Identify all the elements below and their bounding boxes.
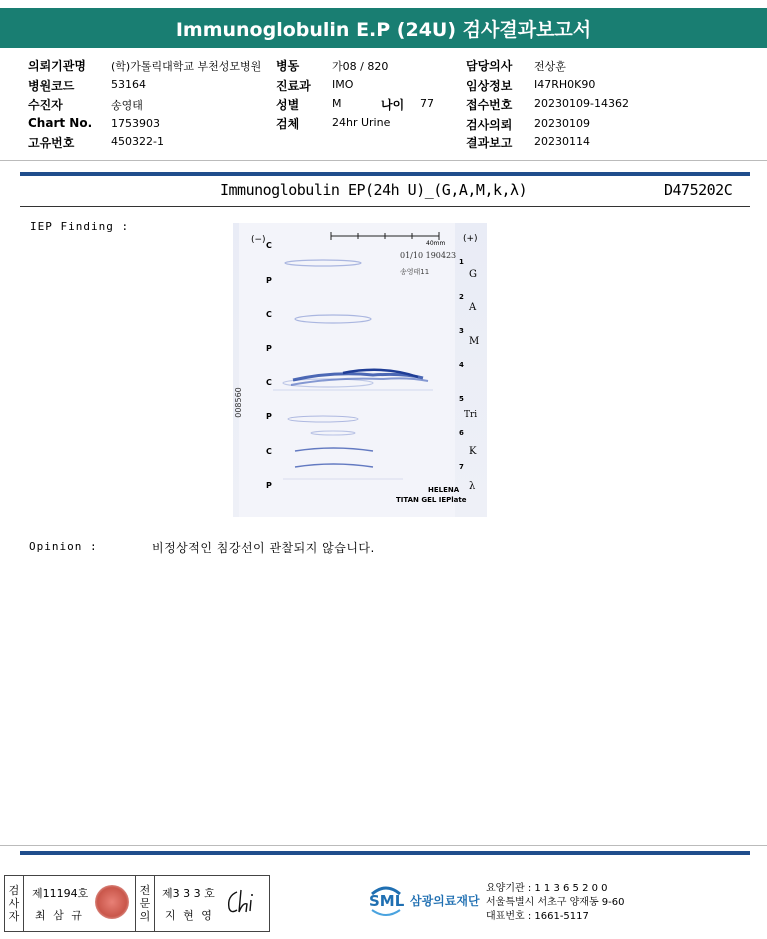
label-sex: 성별 [276, 98, 300, 112]
examiner-label-char: 사 [8, 897, 20, 910]
patient-info [0, 52, 767, 152]
gel-brand-line2: TITAN GEL IEPlate [396, 496, 467, 504]
signature-icon [223, 886, 263, 920]
gel-mark-c: C [266, 241, 272, 250]
value-hospital: (학)가톨릭대학교 부천성모병원 [111, 60, 262, 73]
opinion-label: Opinion : [29, 540, 98, 553]
test-code: D475202C [664, 181, 733, 199]
gel-num: 7 [459, 463, 464, 471]
label-hospital-code: 병원코드 [28, 79, 75, 93]
value-hospital-code: 53164 [111, 78, 146, 91]
label-receipt-no: 접수번호 [466, 98, 513, 112]
test-row-rule [20, 206, 750, 207]
gel-lane-g: G [469, 269, 477, 280]
gel-mark-c: C [266, 378, 272, 387]
gel-lane-tri: Tri [464, 410, 478, 420]
seal-stamp-icon [95, 885, 129, 919]
gel-lane-a: A [469, 302, 477, 313]
value-sex: M [332, 97, 342, 110]
gel-lane-k: K [469, 446, 477, 457]
label-specimen: 검체 [276, 117, 300, 131]
address-block [486, 882, 625, 924]
gel-mark-p: P [266, 412, 272, 421]
specialist-label-char: 의 [139, 910, 151, 923]
label-clinical-info: 임상정보 [466, 79, 513, 93]
specialist-name: 지 현 영 [165, 909, 214, 922]
value-request-date: 20230109 [534, 117, 590, 130]
gel-lane-m: M [469, 336, 480, 347]
gel-mark-p: P [266, 481, 272, 490]
value-ward: 가08 / 820 [332, 60, 389, 73]
examiner-license: 제11194호 [32, 887, 89, 900]
gel-plus-label: (+) [463, 234, 478, 244]
gel-mark-c: C [266, 447, 272, 456]
specialist-label-char: 전 [139, 884, 151, 897]
phone-number: 대표번호 : 1661-5117 [486, 911, 589, 922]
gel-minus-label: (−) [251, 235, 266, 245]
specialist-license: 제3 3 3 호 [162, 887, 215, 900]
signature-box [4, 875, 270, 932]
gel-side-number: 008560 [233, 387, 243, 418]
value-age: 77 [420, 97, 434, 110]
value-specimen: 24hr Urine [332, 116, 391, 129]
opinion-text: 비정상적인 침강선이 관찰되지 않습니다. [152, 541, 375, 555]
examiner-label-char: 자 [8, 910, 20, 923]
gel-num: 2 [459, 293, 464, 301]
value-unique-no: 450322-1 [111, 135, 164, 148]
institution-code: 요양기관 : 1 1 3 6 5 2 0 0 [486, 883, 608, 894]
value-clinical-info: I47RH0K90 [534, 78, 596, 91]
value-doctor: 전상훈 [534, 60, 566, 73]
examiner-name: 최 삼 규 [35, 909, 84, 922]
iep-gel-image [233, 223, 487, 517]
examiner-label [5, 876, 24, 931]
report-title: Immunoglobulin E.P (24U) 검사결과보고서 [0, 8, 767, 48]
test-name: Immunoglobulin EP(24h U)_(G,A,M,k,λ) [220, 181, 528, 199]
gel-num: 5 [459, 395, 464, 403]
divider [0, 845, 767, 846]
value-receipt-no: 20230109-14362 [534, 97, 629, 110]
address: 서울특별시 서초구 양재동 9-60 [486, 897, 625, 908]
specialist-label-char: 문 [139, 897, 151, 910]
org-name: 삼광의료재단 [410, 893, 480, 908]
label-report-date: 결과보고 [466, 136, 513, 150]
gel-date-code: 01/10 190423 [400, 251, 457, 260]
label-unique-no: 고유번호 [28, 136, 75, 150]
sml-logo [366, 880, 480, 920]
value-chart-no: 1753903 [111, 117, 160, 130]
gel-num: 6 [459, 429, 464, 437]
iep-finding-label: IEP Finding : [30, 220, 130, 233]
label-request-date: 검사의뢰 [466, 118, 513, 132]
gel-num: 3 [459, 327, 464, 335]
sml-logo-text: SML [369, 892, 405, 910]
divider [0, 160, 767, 161]
label-doctor: 담당의사 [466, 59, 513, 73]
label-patient: 수진자 [28, 98, 63, 112]
gel-scale-label: 40mm [426, 240, 446, 247]
gel-lane-lambda: λ [469, 481, 476, 492]
label-hospital: 의뢰기관명 [28, 59, 86, 73]
section-rule-bottom [20, 851, 750, 855]
gel-mark-p: P [266, 344, 272, 353]
value-patient: 송영태 [111, 99, 143, 112]
gel-mark-c: C [266, 310, 272, 319]
gel-num: 1 [459, 258, 464, 266]
value-dept: IMO [332, 78, 354, 91]
label-chart-no: Chart No. [28, 116, 93, 130]
label-dept: 진료과 [276, 79, 311, 93]
label-ward: 병동 [276, 59, 300, 73]
gel-mark-p: P [266, 276, 272, 285]
gel-num: 4 [459, 361, 464, 369]
gel-brand-line1: HELENA [428, 486, 460, 494]
value-report-date: 20230114 [534, 135, 590, 148]
specialist-label [135, 876, 155, 931]
examiner-label-char: 검 [8, 884, 20, 897]
gel-patient-mark: 송영태11 [400, 268, 430, 276]
section-rule-top [20, 172, 750, 176]
label-age: 나이 [381, 98, 405, 112]
